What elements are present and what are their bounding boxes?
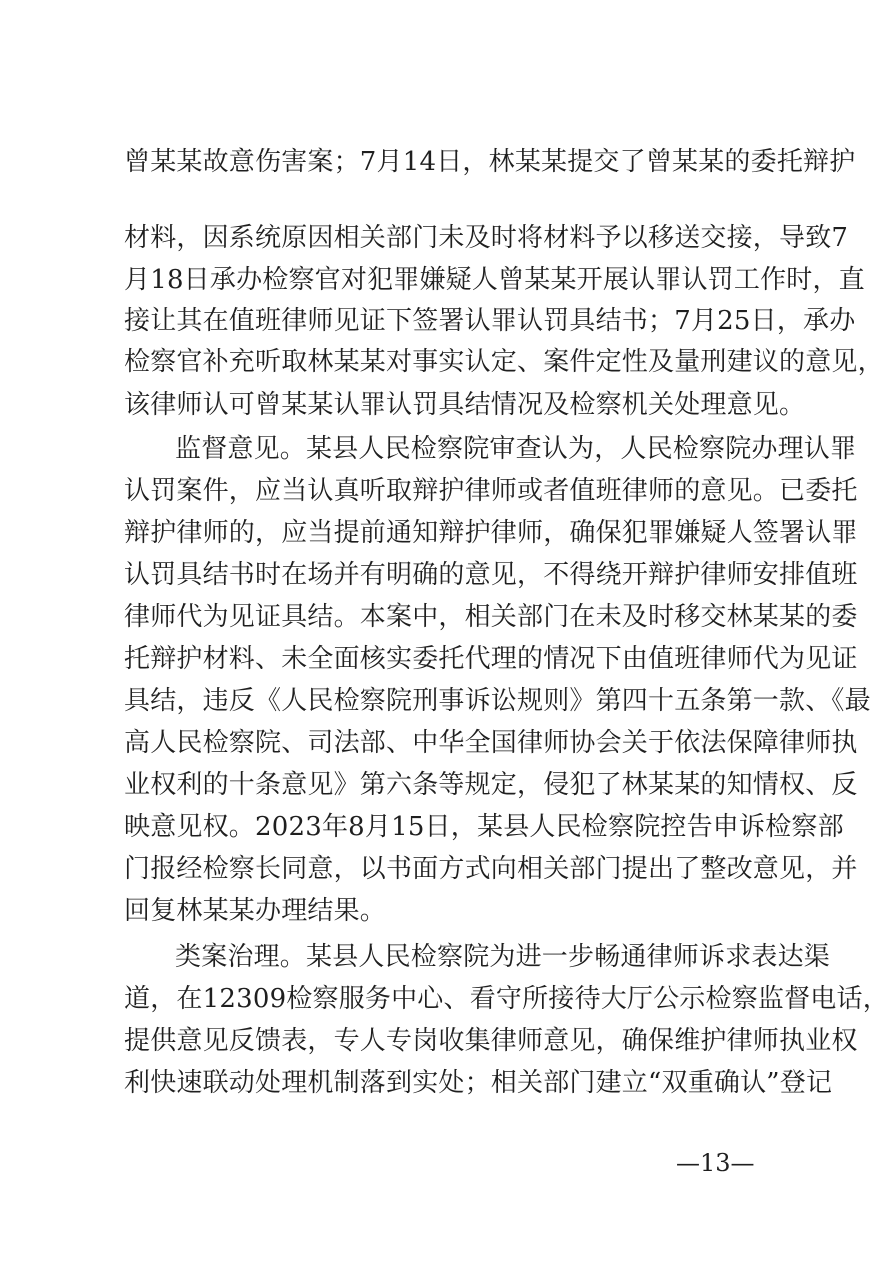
text-line-16-content: 映意见权。2023年8月15日，某县人民检察院控告申诉检察部: [124, 812, 844, 842]
text-line-18-content: 回复林某某办理结果。: [124, 896, 387, 926]
text-line-15: [0, 768, 895, 802]
text-line-15-content: 业权利的十条意见》第六条等规定，侵犯了林某某的知情权、反: [124, 770, 858, 800]
text-line-20: [0, 982, 895, 1016]
page-number: —13—: [676, 1149, 755, 1177]
text-line-7: [0, 432, 895, 466]
text-line-1-content: 曾某某故意伤害案；7月14日，林某某提交了曾某某的委托辩护: [124, 147, 856, 177]
text-line-2: [0, 221, 895, 255]
text-line-3: [0, 263, 895, 297]
text-line-7-content: 监督意见。某县人民检察院审查认为，人民检察院办理认罪: [175, 434, 857, 464]
text-line-10-content: 认罚具结书时在场并有明确的意见，不得绕开辩护律师安排值班: [124, 560, 858, 590]
text-line-11: [0, 600, 895, 634]
text-line-6-content: 该律师认可曾某某认罪认罚具结情况及检察机关处理意见。: [124, 390, 806, 420]
text-line-21-content: 提供意见反馈表，专人专岗收集律师意见，确保维护律师执业权: [124, 1026, 858, 1056]
text-line-11-content: 律师代为见证具结。本案中，相关部门在未及时移交林某某的委: [124, 602, 858, 632]
text-line-8: [0, 474, 895, 508]
text-line-22: [0, 1066, 895, 1100]
text-line-13-content: 具结，违反《人民检察院刑事诉讼规则》第四十五条第一款、《最: [124, 686, 871, 716]
text-line-2-content: 材料，因系统原因相关部门未及时将材料予以移送交接，导致7: [124, 223, 849, 253]
text-line-17: [0, 852, 895, 886]
text-line-1: [0, 145, 895, 179]
text-line-18: [0, 894, 895, 928]
text-line-19-content: 类案治理。某县人民检察院为进一步畅通律师诉求表达渠: [175, 942, 831, 972]
text-line-20-content: 道，在12309检察服务中心、看守所接待大厅公示检察监督电话，: [124, 984, 889, 1014]
text-line-12-content: 托辩护材料、未全面核实委托代理的情况下由值班律师代为见证: [124, 644, 858, 674]
text-line-3-content: 月18日承办检察官对犯罪嫌疑人曾某某开展认罪认罚工作时，直: [124, 265, 865, 295]
text-line-17-content: 门报经检察长同意，以书面方式向相关部门提出了整改意见，并: [124, 854, 858, 884]
text-line-5-content: 检察官补充听取林某某对事实认定、案件定性及量刑建议的意见，: [124, 347, 884, 377]
text-line-8-content: 认罚案件，应当认真听取辩护律师或者值班律师的意见。已委托: [124, 476, 858, 506]
text-line-4: [0, 304, 895, 338]
text-line-14-content: 高人民检察院、司法部、中华全国律师协会关于依法保障律师执: [124, 728, 858, 758]
text-line-5: [0, 345, 895, 379]
text-line-10: [0, 558, 895, 592]
text-line-9-content: 辩护律师的，应当提前通知辩护律师，确保犯罪嫌疑人签署认罪: [124, 518, 858, 548]
text-line-21: [0, 1024, 895, 1058]
text-line-16: [0, 810, 895, 844]
text-line-6: [0, 388, 895, 422]
text-line-12: [0, 642, 895, 676]
text-line-4-content: 接让其在值班律师见证下签署认罪认罚具结书；7月25日，承办: [124, 306, 856, 336]
text-line-13: [0, 684, 895, 718]
text-line-9: [0, 516, 895, 550]
text-line-22-content: 利快速联动处理机制落到实处；相关部门建立“双重确认”登记: [124, 1068, 833, 1098]
text-line-19: [0, 940, 895, 974]
text-line-14: [0, 726, 895, 760]
